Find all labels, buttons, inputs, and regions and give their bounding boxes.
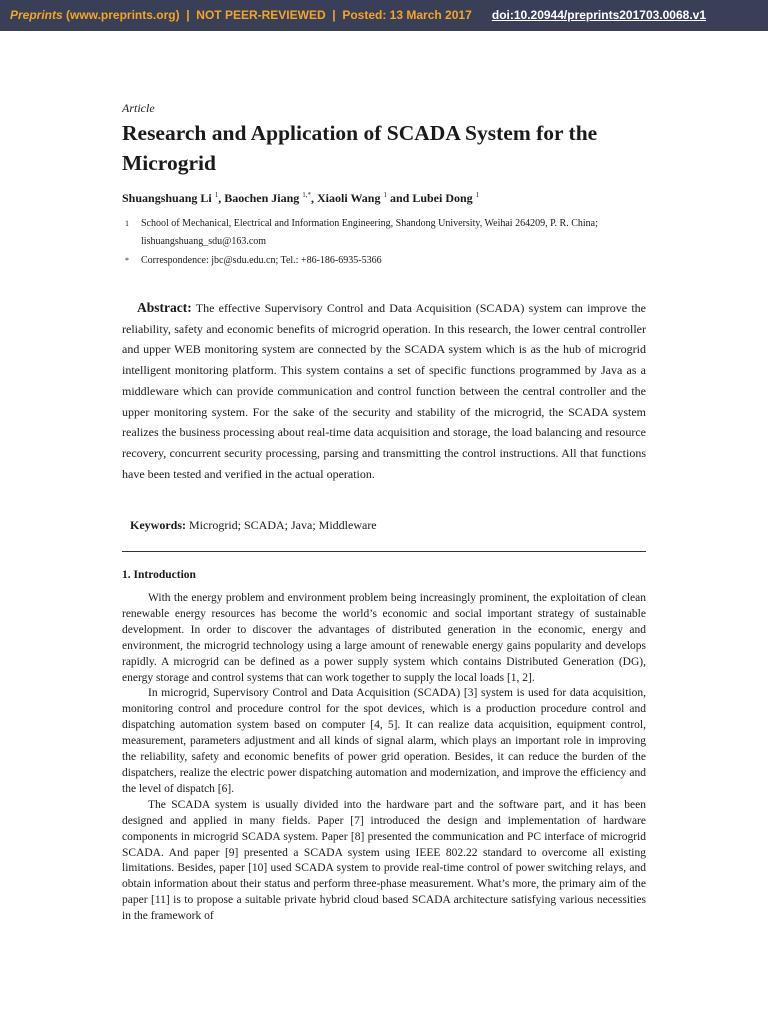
author-affil-mark: 1 — [214, 191, 219, 199]
paragraph: In microgrid, Supervisory Control and Data Acquisition (SCADA) [3] system is used for data acquisition, monitoring control and procedure control for the spot devices, which is a production procedure control and dispatching automation system based on computer [4, 5]. It can realize data acquisition, equipment control, measurement, parameters adjustment and all kinds of signal alarm, which plays an important role in improving the reliability, safety and economic benefits of power grid operation. Besides, it can reduce the burden of the dispatchers, realize the electric power dispatching automation and modernization, and improve the efficiency and the level of dispatch [6]. — [122, 687, 646, 795]
abstract-text: The effective Supervisory Control and Data Acquisition (SCADA) system can improve the reliability, safety and economic benefits of microgrid operation. In this research, the lower central controller and upper WEB monitoring system are connected by the SCADA system which is as the hub of microgrid intelligent monitoring platform. This system contains a set of specific functions programmed by Java as a middleware which can provide communication and control function between the central controller and the upper monitoring system. For the sake of the security and stability of the microgrid, the SCADA system realizes the business processing about real-time data acquisition and storage, the load balancing and resource recovery, concurrent security processing, parsing and transmitting the control instructions. All that functions have been tested and verified in the actual operation. — [122, 301, 646, 481]
author-name: Xiaoli Wang — [317, 191, 384, 205]
correspondence-mark: * — [125, 256, 129, 265]
affiliation-mark: 1 — [125, 219, 129, 228]
author-name: Baochen Jiang — [224, 191, 303, 205]
paper-title: Research and Application of SCADA System for the Microgrid — [122, 121, 598, 175]
correspondence — [122, 252, 646, 270]
preprint-banner — [0, 0, 768, 31]
abstract — [122, 298, 646, 484]
author-list — [122, 191, 479, 206]
affiliation-text: School of Mechanical, Electrical and Information Engineering, Shandong University, Weihai 264209, P. R. China; lishuangshuang_sdu@163.com — [141, 218, 598, 247]
paragraph: With the energy problem and environment problem being increasingly prominent, the exploitation of clean renewable energy resources has become the world’s economic and social important strategy of sustainable development. In order to discover the advantages of distributed generation in the economic, energy and environment, the microgrid technology using a large amount of renewable energy gains popularity and develops rapidly. A microgrid can be defined as a power supply system which contains Distributed Generation (DG), energy storage and control systems that can work together to supply the local loads [1, 2]. — [122, 592, 646, 684]
author-name: Shuangshuang Li — [122, 191, 215, 205]
article-type: Article — [122, 101, 155, 115]
banner-separator: | — [179, 8, 197, 22]
author-separator: , — [218, 191, 225, 205]
section-body — [122, 591, 646, 925]
author-affil-mark: 1 — [383, 191, 387, 199]
keywords-text: Microgrid; SCADA; Java; Middleware — [186, 518, 377, 532]
keywords-label: Keywords: — [130, 518, 186, 532]
author-affil-mark: 1,* — [302, 191, 311, 199]
section-divider — [122, 551, 646, 552]
banner-separator: | — [325, 8, 343, 22]
correspondence-text: Correspondence: jbc@sdu.edu.cn; Tel.: +86-186-6935-5366 — [141, 255, 382, 266]
keywords — [130, 518, 377, 533]
banner-brand[interactable]: Preprints — [10, 8, 63, 22]
paragraph: The SCADA system is usually divided into the hardware part and the software part, and it has been designed and applied in many fields. Paper [7] introduced the design and implementation of hardware components in microgrid SCADA system. Paper [8] presented the communication and PC interface of microgrid SCADA. And paper [9] presented a SCADA system using IEEE 802.22 standard to overcome all existing limitations. Besides, paper [10] used SCADA system to provide real-time control of power switching relays, and obtain information about their status and perform three-phase measurement. What’s more, the primary aim of the paper [11] is to propose a suitable private hybrid cloud based SCADA architecture satisfying various necessities in the framework of — [122, 798, 646, 923]
banner-url[interactable]: (www.preprints.org) — [62, 8, 180, 22]
author-separator: , — [311, 191, 317, 205]
author-affil-mark: 1 — [475, 191, 480, 199]
banner-info — [10, 8, 472, 22]
banner-posted-date: Posted: 13 March 2017 — [342, 8, 472, 22]
section-heading: 1. Introduction — [122, 569, 196, 581]
author-separator: and — [386, 191, 413, 205]
affiliation — [122, 215, 646, 251]
author-name: Lubei Dong — [412, 191, 476, 205]
banner-review-status: NOT PEER-REVIEWED — [196, 8, 326, 22]
abstract-label: Abstract: — [137, 300, 192, 315]
doi-link[interactable]: doi:10.20944/preprints201703.0068.v1 — [491, 8, 706, 22]
